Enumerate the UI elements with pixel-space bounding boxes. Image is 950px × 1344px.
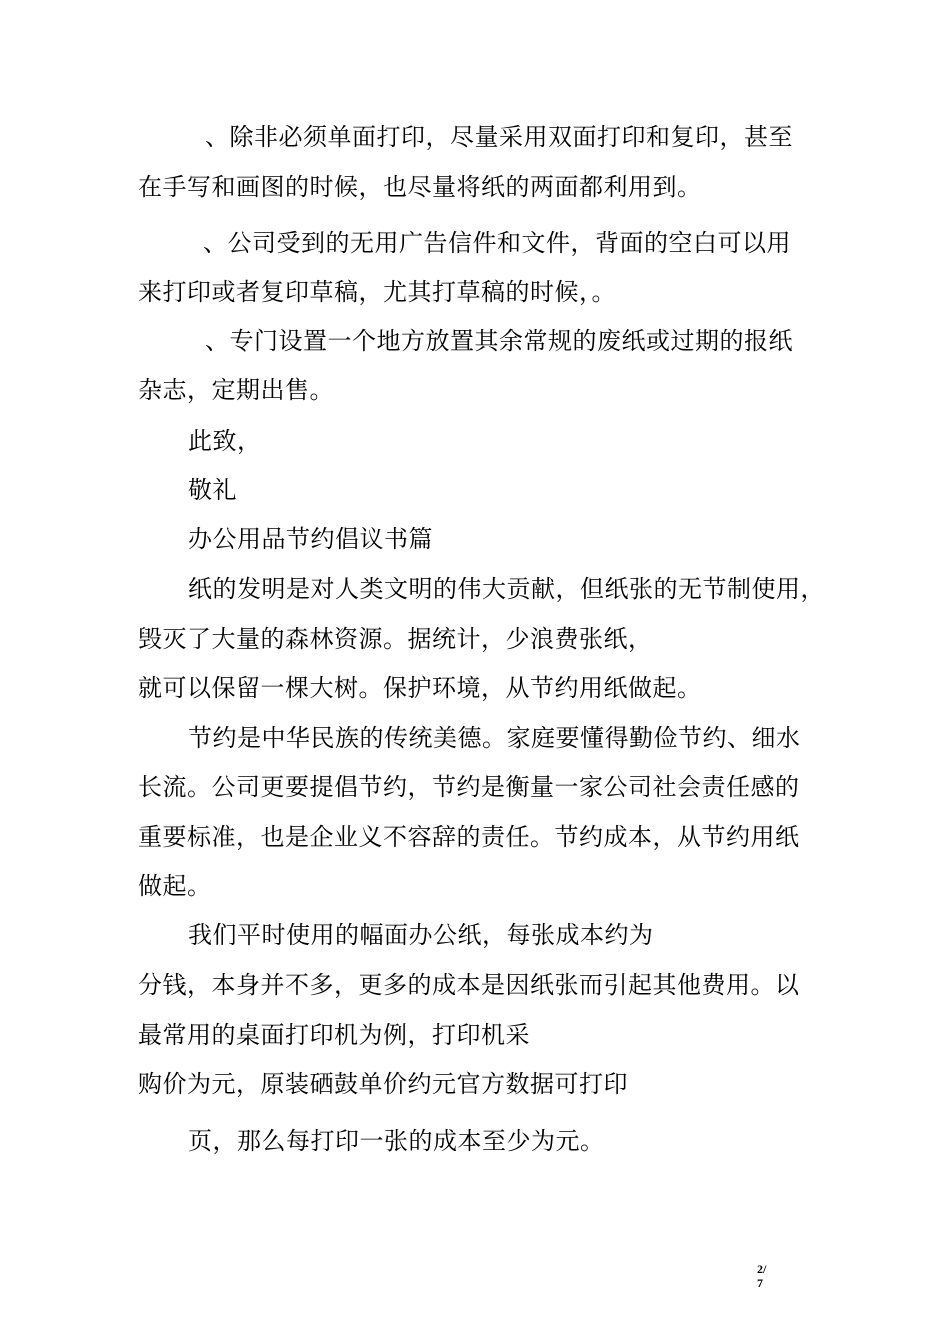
text-line: 购价为元，原装硒鼓单价约元官方数据可打印 [138,1070,628,1098]
text-line: 、公司受到的无用广告信件和文件，背面的空白可以用 [203,229,791,257]
text-line: 重要标准，也是企业义不容辞的责任。节约成本，从节约用纸 [138,823,800,851]
text-line: 敬礼 [188,476,237,504]
page-number-current: 2/ [757,1262,767,1276]
text-line: 页，那么每打印一张的成本至少为元。 [188,1127,605,1155]
text-line: 杂志，定期出售。 [138,376,334,404]
text-line: 在手写和画图的时候，也尽量将纸的两面都利用到。 [138,173,702,201]
text-line: 做起。 [138,872,212,900]
text-line: 、除非必须单面打印，尽量采用双面打印和复印，甚至 [205,123,793,151]
text-line: 此致， [188,427,262,455]
page-number [757,1262,777,1290]
text-line: 长流。公司更要提倡节约，节约是衡量一家公司社会责任感的 [138,773,800,801]
text-line: 毁灭了大量的森林资源。据统计，少浪费张纸， [138,625,653,653]
text-line: 最常用的桌面打印机为例，打印机采 [138,1021,530,1049]
text-line: 来打印或者复印草稿，尤其打草稿的时候，。 [138,278,616,306]
page-number-total: 7 [757,1276,763,1290]
text-line: 就可以保留一棵大树。保护环境，从节约用纸做起。 [138,674,702,702]
text-line: 纸的发明是对人类文明的伟大贡献，但纸张的无节制使用， [188,575,825,603]
text-line: 我们平时使用的幅面办公纸，每张成本约为 [188,921,654,949]
text-line: 分钱，本身并不多，更多的成本是因纸张而引起其他费用。以 [138,971,800,999]
text-line: 节约是中华民族的传统美德。家庭要懂得勤俭节约、细水 [188,724,801,752]
text-line: 办公用品节约倡议书篇 [188,525,433,553]
text-line: 、专门设置一个地方放置其余常规的废纸或过期的报纸 [205,327,793,355]
